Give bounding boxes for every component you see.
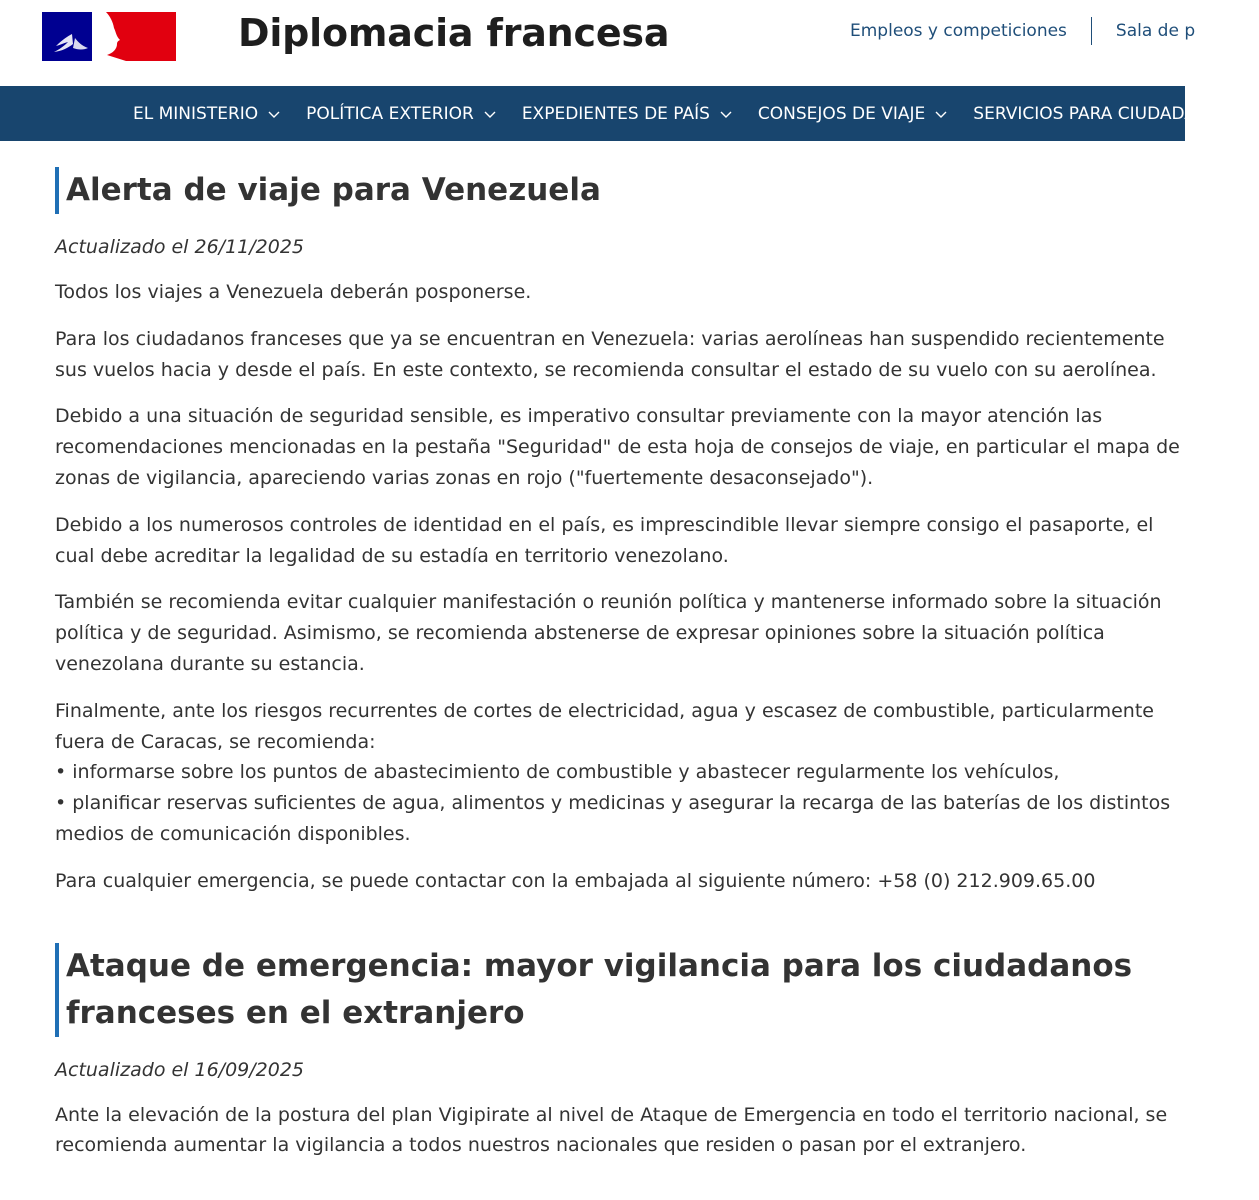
nav-item-label: CONSEJOS DE VIAJE (757, 103, 926, 124)
emergency-attack-section (55, 943, 1180, 1162)
nav-item-citizen-services[interactable] (973, 104, 1233, 124)
top-link-divider (1091, 17, 1092, 45)
nav-item-label: EL MINISTERIO (133, 103, 259, 124)
travel-alert-section (55, 167, 1180, 897)
paragraph-with-list (55, 696, 1180, 850)
logo-white-band (92, 12, 126, 61)
site-header (0, 0, 1196, 86)
chevron-down-icon (268, 108, 280, 120)
section-title: Ataque de emergencia: mayor vigilancia para los ciudadanos franceses en el extranjero (55, 943, 1180, 1037)
chevron-down-icon (935, 108, 947, 120)
section-title: Alerta de viaje para Venezuela (55, 167, 1180, 214)
paragraph: Para cualquier emergencia, se puede contactar con la embajada al siguiente número: +58 (0) 212.909.65.00 (55, 869, 1096, 892)
paragraph: Debido a los numerosos controles de identidad en el país, es imprescindible llevar siempre consigo el pasaporte, el cual debe acreditar la legalidad de su estadía en territorio venezolano. (55, 513, 1154, 567)
marianne-profile-icon (92, 12, 126, 61)
paragraph-intro: Finalmente, ante los riesgos recurrentes de cortes de electricidad, agua y escasez de combustible, particularmente fuera de Caracas, se recomienda: (55, 699, 1154, 753)
nav-item-label: SERVICIOS PARA CIUDADANOS (973, 103, 1233, 124)
logo-red-band (126, 12, 176, 61)
paragraph: También se recomienda evitar cualquier manifestación o reunión política y mantenerse informado sobre la situación política y de seguridad. Asimismo, se recomienda abstenerse de expresar opiniones sobre la situación política venezolana durante su estancia. (55, 591, 1162, 675)
jobs-link[interactable]: Empleos y competiciones (850, 21, 1067, 41)
paragraph: Para los ciudadanos franceses que ya se encuentran en Venezuela: varias aerolíneas han suspendido recientemente sus vuelos hacia y desde el país. En este contexto, se recomienda consultar el estado de su vuelo con su aerolínea. (55, 327, 1165, 381)
nav-item-travel-advice[interactable] (758, 104, 947, 124)
nav-items (133, 86, 1259, 141)
site-title[interactable]: Diplomacia francesa (238, 11, 670, 55)
logo-blue-band (42, 12, 92, 61)
list-item: • planificar reservas suficientes de agua, alimentos y medicinas y asegurar la recarga de las baterías de los distintos medios de comunicación disponibles. (55, 792, 1171, 845)
nav-item-ministry[interactable] (133, 104, 280, 124)
marianne-icon (42, 12, 92, 61)
nav-item-foreign-policy[interactable] (306, 104, 496, 124)
paragraph: Todos los viajes a Venezuela deberán posponerse. (55, 281, 532, 303)
chevron-down-icon (484, 108, 496, 120)
updated-date: Actualizado el 16/09/2025 (55, 1058, 304, 1081)
paragraph: Debido a una situación de seguridad sensible, es imperativo consultar previamente con la mayor atención las recomendaciones mencionadas en la pestaña "Seguridad" de esta hoja de consejos de viaje, en particular el mapa de zonas de vigilancia, apareciendo varias zonas en rojo ("fuertemente desaconsejado"). (55, 405, 1180, 489)
republique-francaise-logo[interactable] (42, 12, 176, 61)
list-item: • informarse sobre los puntos de abastecimiento de combustible y abastecer regularmente los vehículos, (55, 761, 1060, 784)
press-room-link[interactable]: Sala de p (1115, 21, 1196, 41)
nav-item-label: EXPEDIENTES DE PAÍS (521, 103, 710, 124)
chevron-down-icon (720, 108, 732, 120)
nav-item-label: POLÍTICA EXTERIOR (306, 103, 474, 124)
nav-item-country-files[interactable] (522, 104, 732, 124)
paragraph: Ante la elevación de la postura del plan Vigipirate al nivel de Ataque de Emergencia en todo el territorio nacional, se recomienda aumentar la vigilancia a todos nuestros nacionales que residen o pasan por el extranjero. (55, 1103, 1168, 1157)
main-content (55, 141, 1180, 1161)
main-navigation (0, 86, 1233, 141)
updated-date: Actualizado el 26/11/2025 (55, 236, 304, 258)
top-links (850, 17, 1195, 45)
